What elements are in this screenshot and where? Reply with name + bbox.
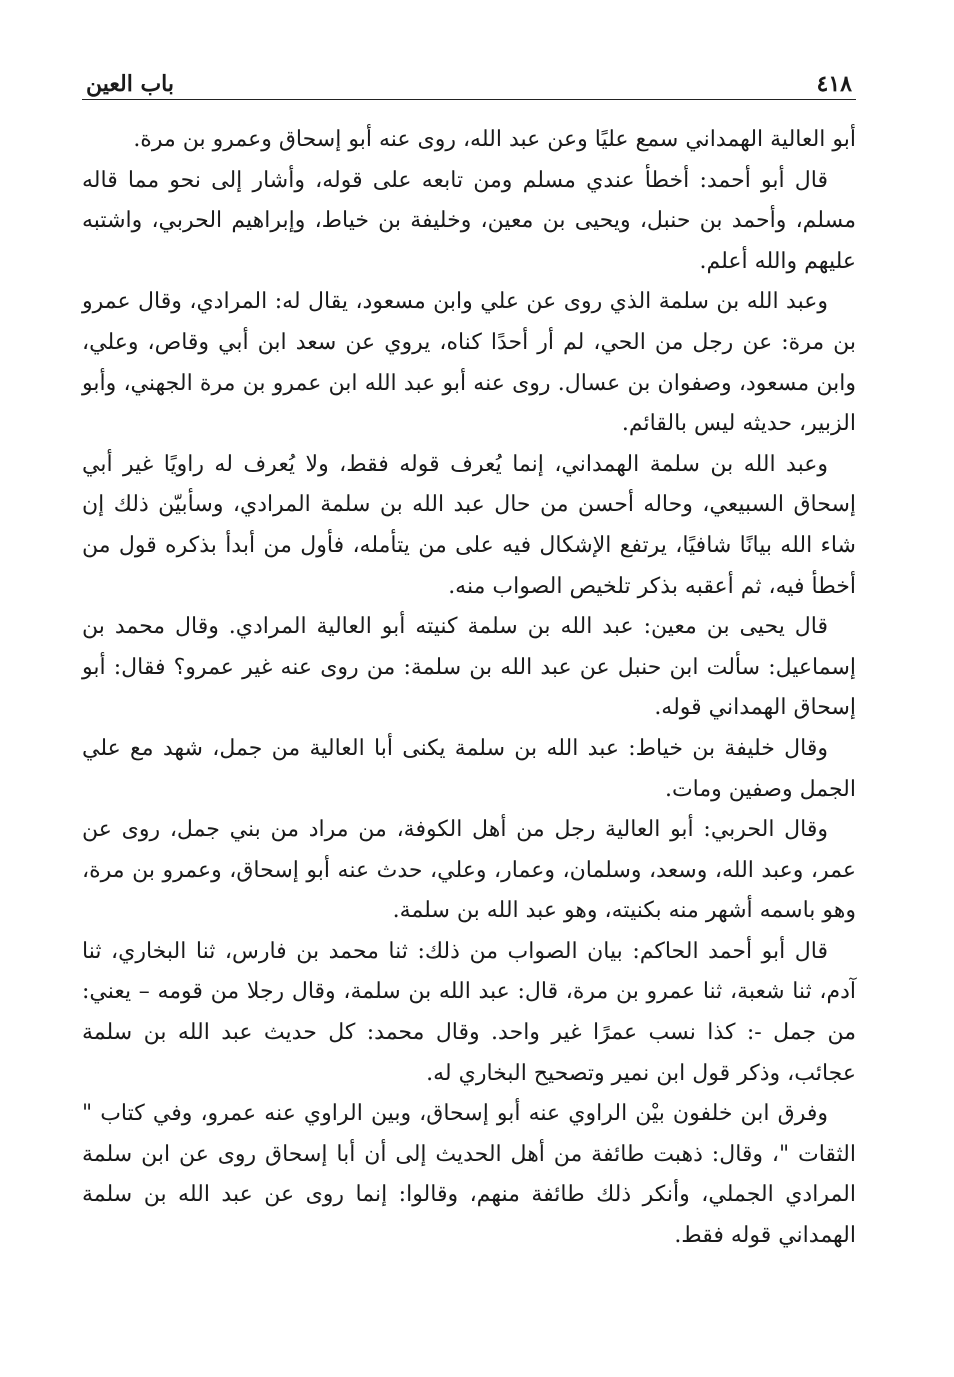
- paragraph: قال أبو أحمد: أخطأ عندي مسلم ومن تابعه على قوله، وأشار إلى نحو مما قاله مسلم، وأحمد بن حنبل، ويحيى بن معين، وخليفة بن خياط، وإبراهيم الحربي، واشتبه عليهم والله أعلم.: [82, 167, 856, 274]
- paragraph: قال يحيى بن معين: عبد الله بن سلمة كنيته أبو العالية المرادي. وقال محمد بن إسماعيل: سألت ابن حنبل عن عبد الله بن سلمة: من روى عنه غير عمرو؟ فقال: أبو إسحاق الهمداني قوله.: [82, 614, 856, 721]
- paragraph: وفرق ابن خلفون بيْن الراوي عنه أبو إسحاق، وبين الراوي عنه عمرو، وفي كتاب " الثقات "، وقال: ذهبت طائفة من أهل الحديث إلى أن أبا إسحاق روى عن ابن سلمة المرادي الجملي، وأنكر ذلك طائفة منهم، وقالوا: إنما روى عن عبد الله بن سلمة الهمداني قوله فقط.: [82, 1101, 856, 1249]
- running-header: [82, 58, 856, 100]
- body-text: [82, 120, 856, 1257]
- paragraph: أبو العالية الهمداني سمع عليًا وعن عبد الله، روى عنه أبو إسحاق وعمرو بن مرة.: [133, 127, 856, 152]
- paragraph: وعبد الله بن سلمة الهمداني، إنما يُعرف قوله فقط، ولا يُعرف له راويًا غير أبي إسحاق السبيعي، وحاله أحسن من حال عبد الله بن سلمة المرادي، وسأبيّن ذلك إن شاء الله بيانًا شافيًا، يرتفع الإشكال فيه على من يتأمله، فأول من أبدأ بذكره قول من أخطأ فيه، ثم أعقبه بذكر تلخيص الصواب منه.: [82, 451, 856, 599]
- paragraph: وقال خليفة بن خياط: عبد الله بن سلمة يكنى أبا العالية من جمل، شهد مع علي الجمل وصفين ومات.: [82, 735, 856, 802]
- page-number: ٤١٨: [816, 71, 852, 97]
- paragraph: وعبد الله بن سلمة الذي روى عن علي وابن مسعود، يقال له: المرادي، وقال عمرو بن مرة: عن رجل من الحي، لم أر أحدًا كناه، يروي عن سعد ابن أبي وقاص، وعلي، وابن مسعود، وصفوان بن عسال. روى عنه أبو عبد الله ابن عمرو بن مرة الجهني، وأبو الزبير، حديثه ليس بالقائم.: [82, 289, 856, 437]
- paragraph: وقال الحربي: أبو العالية رجل من أهل الكوفة، من مراد من بني جمل، روى عن عمر، وعبد الله، وسعد، وسلمان، وعمار، وعلي، حدث عنه أبو إسحاق، وعمرو بن مرة، وهو باسمه أشهر منه بكنيته، وهو عبد الله بن سلمة.: [82, 817, 856, 924]
- book-page: [82, 58, 856, 1257]
- paragraph: قال أبو أحمد الحاكم: بيان الصواب من ذلك: ثنا محمد بن فارس، ثنا البخاري، ثنا آدم، ثنا شعبة، ثنا عمرو بن مرة، قال: عبد الله بن سلمة، وقال رجلا من قومه – يعني: من جمل -: كذا نسب عمرًا غير واحد. وقال محمد: كل حديث عبد الله بن سلمة عجائب، وذكر قول ابن نمير وتصحيح البخاري له.: [82, 938, 856, 1086]
- chapter-title: باب العين: [86, 71, 175, 97]
